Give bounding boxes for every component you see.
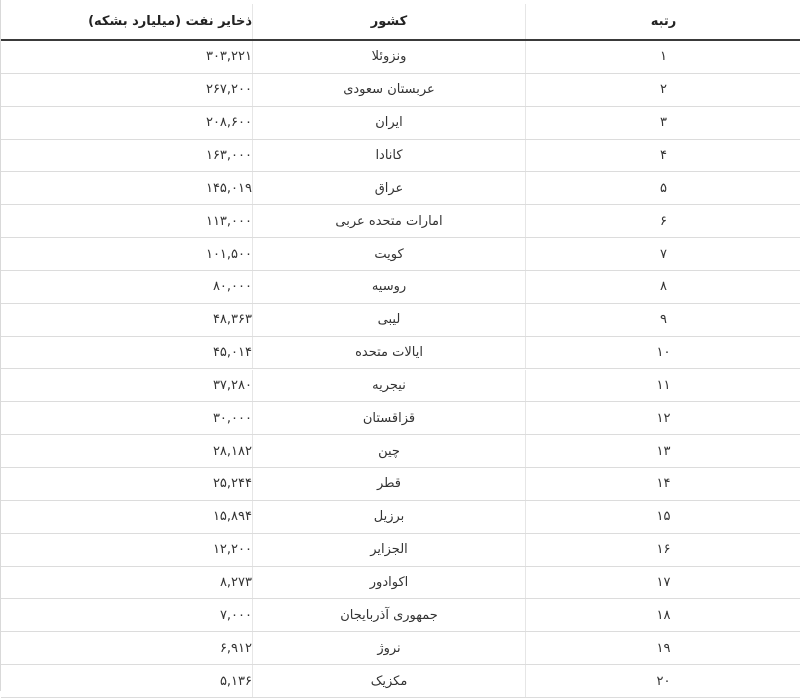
- table-row: [1, 534, 800, 567]
- rank-cell: ۱۱: [656, 377, 671, 393]
- country-cell: برزیل: [253, 501, 526, 533]
- table-row: [1, 370, 800, 403]
- rank-cell: ۱۴: [656, 476, 671, 492]
- reserves-cell: ۵,۱۳۶: [1, 665, 253, 697]
- country-cell: چین: [253, 435, 526, 467]
- rank-cell: ۲۰: [656, 673, 671, 689]
- rank-cell: ۱۲: [656, 410, 671, 426]
- reserves-cell: ۱۵,۸۹۴: [1, 501, 253, 533]
- rank-cell: ۹: [660, 312, 667, 328]
- country-cell: کانادا: [253, 140, 526, 172]
- reserves-cell: ۱۲,۲۰۰: [1, 534, 253, 566]
- rank-cell: ۶: [660, 213, 667, 229]
- table-row: [1, 435, 800, 468]
- rank-cell: ۱: [660, 49, 667, 65]
- reserves-cell: ۲۸,۱۸۲: [1, 435, 253, 467]
- table-row: [1, 238, 800, 271]
- rank-cell: ۱۸: [656, 607, 671, 623]
- table-row: [1, 304, 800, 337]
- rank-cell: ۱۳: [656, 443, 671, 459]
- table-row: [1, 599, 800, 632]
- country-cell: نیجریه: [253, 370, 526, 402]
- rank-cell: ۱۵: [656, 509, 671, 525]
- rank-cell: ۳: [660, 115, 667, 131]
- country-cell: مکزیک: [253, 665, 526, 697]
- reserves-cell: ۱۴۵,۰۱۹: [1, 172, 253, 204]
- reserves-cell: ۱۶۳,۰۰۰: [1, 140, 253, 172]
- table-row: [1, 501, 800, 534]
- table-row: [1, 205, 800, 238]
- table-row: [1, 107, 800, 140]
- rank-cell: ۷: [660, 246, 667, 262]
- reserves-cell: ۸,۲۷۳: [1, 567, 253, 599]
- table-row: [1, 632, 800, 665]
- reserves-cell: ۶,۹۱۲: [1, 632, 253, 664]
- country-cell: عراق: [253, 172, 526, 204]
- rank-cell: ۱۹: [656, 640, 671, 656]
- rank-cell: ۸: [660, 279, 667, 295]
- country-cell: نروژ: [253, 632, 526, 664]
- table-row: [1, 402, 800, 435]
- rank-cell: ۱۰: [656, 345, 671, 361]
- country-cell: قطر: [253, 468, 526, 500]
- country-cell: قزاقستان: [253, 402, 526, 434]
- reserves-cell: ۳۰,۰۰۰: [1, 402, 253, 434]
- rank-cell: ۱۷: [656, 575, 671, 591]
- country-cell: کویت: [253, 238, 526, 270]
- country-cell: عربستان سعودی: [253, 74, 526, 106]
- reserves-cell: ۴۵,۰۱۴: [1, 337, 253, 369]
- country-cell: ایالات متحده: [253, 337, 526, 369]
- reserves-cell: ۴۸,۳۶۳: [1, 304, 253, 336]
- table-row: [1, 337, 800, 370]
- reserves-cell: ۱۰۱,۵۰۰: [1, 238, 253, 270]
- table-row: [1, 140, 800, 173]
- rank-cell: ۱۶: [656, 542, 671, 558]
- header-country: کشور: [253, 4, 526, 39]
- reserves-cell: ۳۷,۲۸۰: [1, 370, 253, 402]
- table-row: [1, 567, 800, 600]
- country-cell: روسیه: [253, 271, 526, 303]
- table-row: [1, 665, 800, 698]
- table-header-row: [1, 4, 800, 41]
- reserves-cell: ۲۵,۲۴۴: [1, 468, 253, 500]
- rank-cell: ۴: [660, 147, 667, 163]
- table-row: [1, 172, 800, 205]
- rank-cell: ۵: [660, 180, 667, 196]
- country-cell: الجزایر: [253, 534, 526, 566]
- country-cell: جمهوری آذربایجان: [253, 599, 526, 631]
- country-cell: ایران: [253, 107, 526, 139]
- reserves-cell: ۲۶۷,۲۰۰: [1, 74, 253, 106]
- table-row: [1, 271, 800, 304]
- table-row: [1, 468, 800, 501]
- reserves-cell: ۳۰۳,۲۲۱: [1, 41, 253, 73]
- country-cell: لیبی: [253, 304, 526, 336]
- country-cell: اکوادور: [253, 567, 526, 599]
- rank-cell: ۲: [660, 82, 667, 98]
- table-row: [1, 41, 800, 74]
- header-reserves: ذخایر نفت (میلیارد بشکه): [1, 4, 253, 39]
- reserves-cell: ۱۱۳,۰۰۰: [1, 205, 253, 237]
- country-cell: ونزوئلا: [253, 41, 526, 73]
- table-row: [1, 74, 800, 107]
- country-cell: امارات متحده عربی: [253, 205, 526, 237]
- reserves-cell: ۲۰۸,۶۰۰: [1, 107, 253, 139]
- reserves-cell: ۸۰,۰۰۰: [1, 271, 253, 303]
- header-rank: رتبه: [650, 14, 677, 29]
- reserves-cell: ۷,۰۰۰: [1, 599, 253, 631]
